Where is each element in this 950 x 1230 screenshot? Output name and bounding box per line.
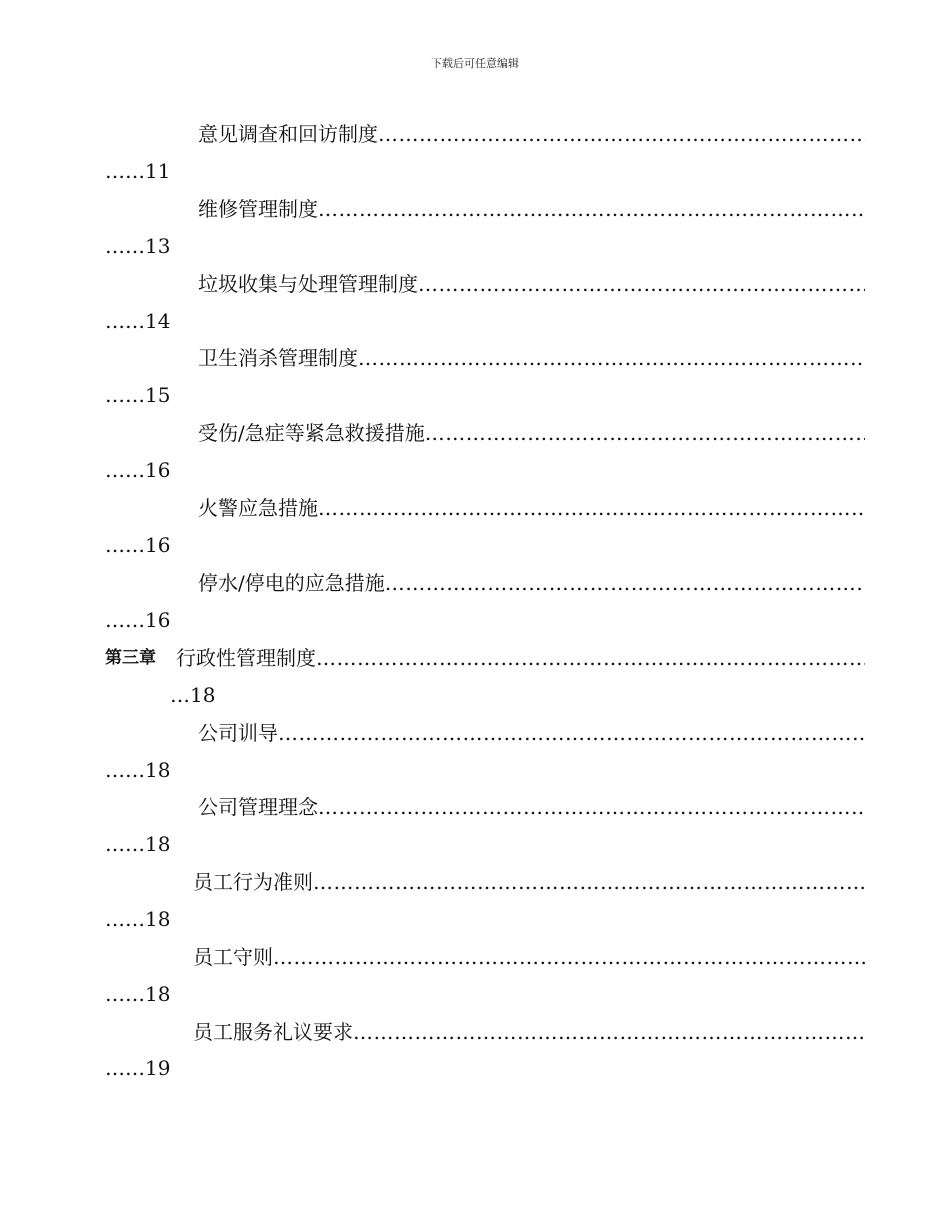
toc-entry[interactable]: [105, 941, 865, 969]
toc-entry[interactable]: [105, 1016, 865, 1044]
toc-leader-dots: [425, 421, 865, 445]
toc-entry[interactable]: [105, 268, 865, 296]
toc-entry-title: 停水/停电的应急措施: [198, 571, 385, 595]
toc-entry[interactable]: [105, 417, 865, 445]
toc-leader-dots: [313, 870, 865, 894]
toc-entry[interactable]: [105, 791, 865, 819]
toc-leader-dots: [273, 945, 865, 969]
page-header: 下载后可任意编辑: [431, 57, 519, 70]
toc-entry[interactable]: [105, 193, 865, 221]
toc-entry-page: ……11: [105, 159, 171, 183]
toc-entry-title: 受伤/急症等紧急救援措施: [198, 421, 425, 445]
toc-entry-page: ……18: [105, 758, 171, 782]
toc-entry-page: ……16: [105, 608, 171, 632]
toc-entry[interactable]: [105, 866, 865, 894]
toc-entry[interactable]: [105, 118, 865, 146]
toc-leader-dots: [385, 571, 865, 595]
toc-entry-title: 维修管理制度: [198, 197, 318, 221]
toc-entry-page: ……14: [105, 309, 171, 333]
toc-leader-dots: [318, 496, 865, 520]
toc-entry[interactable]: [105, 342, 865, 370]
toc-leader-dots: [278, 721, 865, 745]
toc-entry-page: ……13: [105, 234, 171, 258]
chapter-number: 第三章: [105, 648, 156, 668]
toc-entry-title: 行政性管理制度: [176, 646, 316, 670]
toc-entry-title: 火警应急措施: [198, 496, 318, 520]
toc-leader-dots: [318, 197, 865, 221]
toc-entry-page: ……15: [105, 383, 171, 407]
toc-entry-title: 员工守则: [193, 945, 273, 969]
toc-entry-page: ……18: [105, 982, 171, 1006]
toc-entry-page: ……16: [105, 458, 171, 482]
toc-entry[interactable]: [105, 567, 865, 595]
toc-leader-dots: [378, 122, 865, 146]
toc-leader-dots: [353, 1020, 865, 1044]
toc-leader-dots: [318, 795, 865, 819]
toc-entry-page: ……16: [105, 533, 171, 557]
toc-entry-page: …18: [170, 683, 216, 707]
toc-entry-page: ……18: [105, 907, 171, 931]
toc-entry-title: 垃圾收集与处理管理制度: [198, 272, 418, 296]
toc-entry-title: 公司训导: [198, 721, 278, 745]
toc-leader-dots: [418, 272, 865, 296]
toc-entry[interactable]: [105, 492, 865, 520]
toc-entry-title: 员工行为准则: [193, 870, 313, 894]
toc-leader-dots: [316, 646, 865, 670]
toc-entry-title: 卫生消杀管理制度: [198, 346, 358, 370]
toc-entry-title: 公司管理理念: [198, 795, 318, 819]
toc-entry-title: 意见调查和回访制度: [198, 122, 378, 146]
toc-leader-dots: [358, 346, 865, 370]
toc-entry-title: 员工服务礼议要求: [193, 1020, 353, 1044]
toc-entry-page: ……18: [105, 832, 171, 856]
toc-entry-page: ……19: [105, 1056, 171, 1080]
toc-entry[interactable]: [105, 717, 865, 745]
toc-chapter-entry[interactable]: [105, 642, 865, 670]
